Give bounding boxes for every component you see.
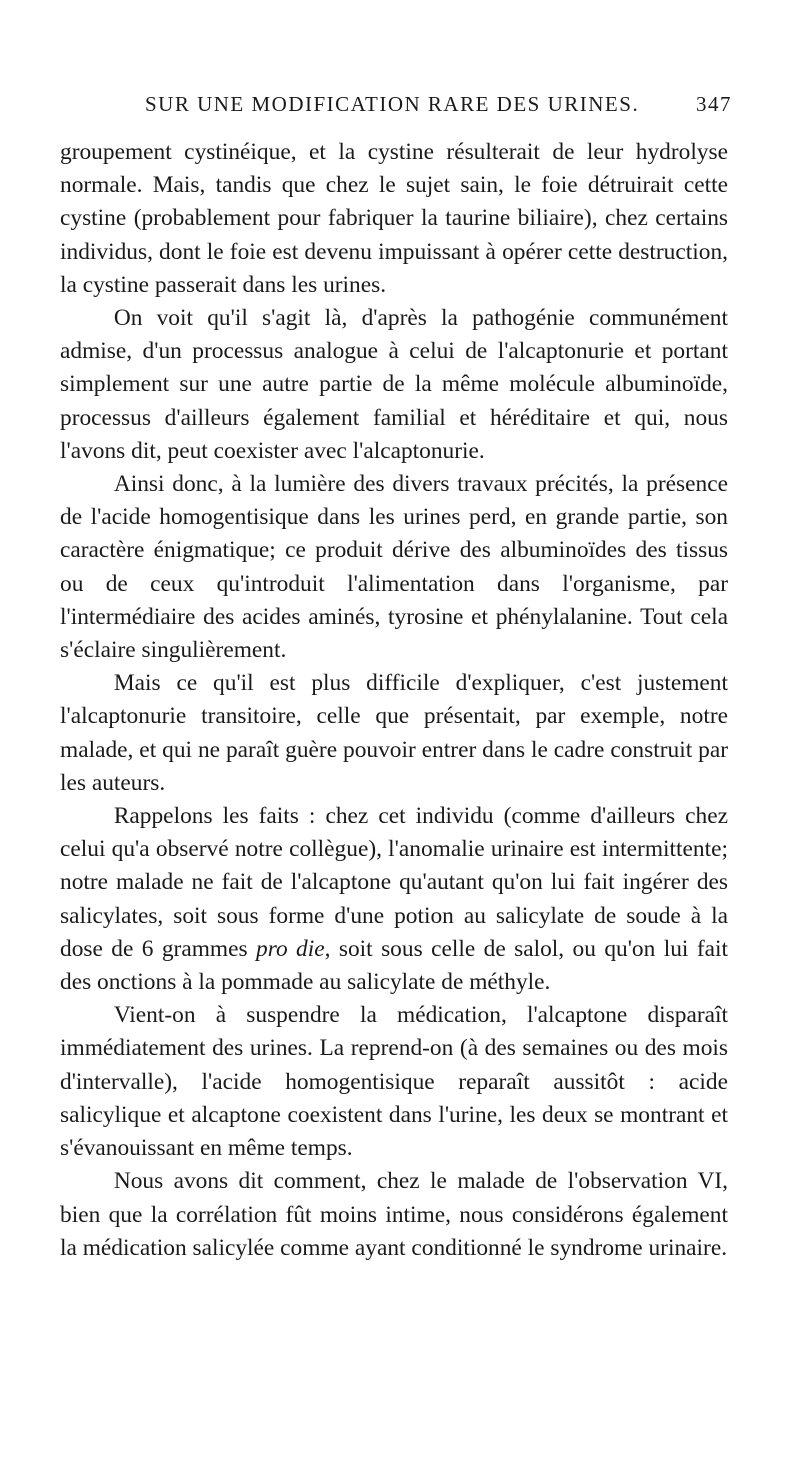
body-text	[60, 136, 728, 1265]
latin-phrase: pro die	[256, 935, 325, 962]
paragraph-text: Rappelons les faits : chez cet individu (comme d'ailleurs chez celui qu'a observé notre collègue), l'anomalie urinaire est intermittente; notre malade ne fait de l'alcaptone qu'autant qu'on lui fait ingérer des salicylates, soit sous forme d'une potion au salicylate de soude à la dose de 6 grammes	[60, 803, 728, 962]
paragraph: On voit qu'il s'agit là, d'après la pathogénie communément admise, d'un processus analogue à celui de l'alcaptonurie et portant simplement sur une autre partie de la même molécule albuminoïde, processus d'ailleurs également familial et héréditaire et qui, nous l'avons dit, peut coexister avec l'alcaptonurie.	[60, 305, 728, 464]
paragraph: Mais ce qu'il est plus difficile d'expliquer, c'est justement l'alcaptonurie transitoire, celle que présentait, par exemple, notre malade, et qui ne paraît guère pouvoir entrer dans le cadre construit par les auteurs.	[60, 670, 728, 796]
paragraph-text: , soit sous celle de salol, ou qu'on lui fait des onctions à la pommade au salicylate de méthyle.	[60, 935, 728, 996]
running-title: SUR UNE MODIFICATION RARE DES URINES.	[145, 92, 640, 116]
page-header	[60, 92, 732, 122]
paragraph: Ainsi donc, à la lumière des divers travaux précités, la présence de l'acide homogentisique dans les urines perd, en grande partie, son caractère énigmatique; ce produit dérive des albuminoïdes des tissus ou de ceux qu'introduit l'alimentation dans l'organisme, par l'intermédiaire des acides aminés, tyrosine et phénylalanine. Tout cela s'éclaire singulièrement.	[60, 471, 728, 664]
page-number: 347	[696, 92, 732, 116]
paragraph-continuation: groupement cystinéique, et la cystine résulterait de leur hydrolyse normale. Mais, tandis que chez le sujet sain, le foie détruirait cette cystine (probablement pour fabriquer la taurine biliaire), chez certains individus, dont le foie est devenu impuissant à opérer cette destruction, la cystine passerait dans les urines.	[60, 139, 728, 298]
paragraph	[60, 800, 728, 999]
paragraph: Vient-on à suspendre la médication, l'alcaptone disparaît immédiatement des urines. La reprend-on (à des semaines ou des mois d'intervalle), l'acide homogentisique reparaît aussitôt : acide salicylique et alcaptone coexistent dans l'urine, les deux se montrant et s'évanouissant en même temps.	[60, 1002, 728, 1162]
paragraph: Nous avons dit comment, chez le malade de l'observation VI, bien que la corrélation fût moins intime, nous considérons également la médication salicylée comme ayant conditionné le syndrome urinaire.	[60, 1168, 728, 1261]
